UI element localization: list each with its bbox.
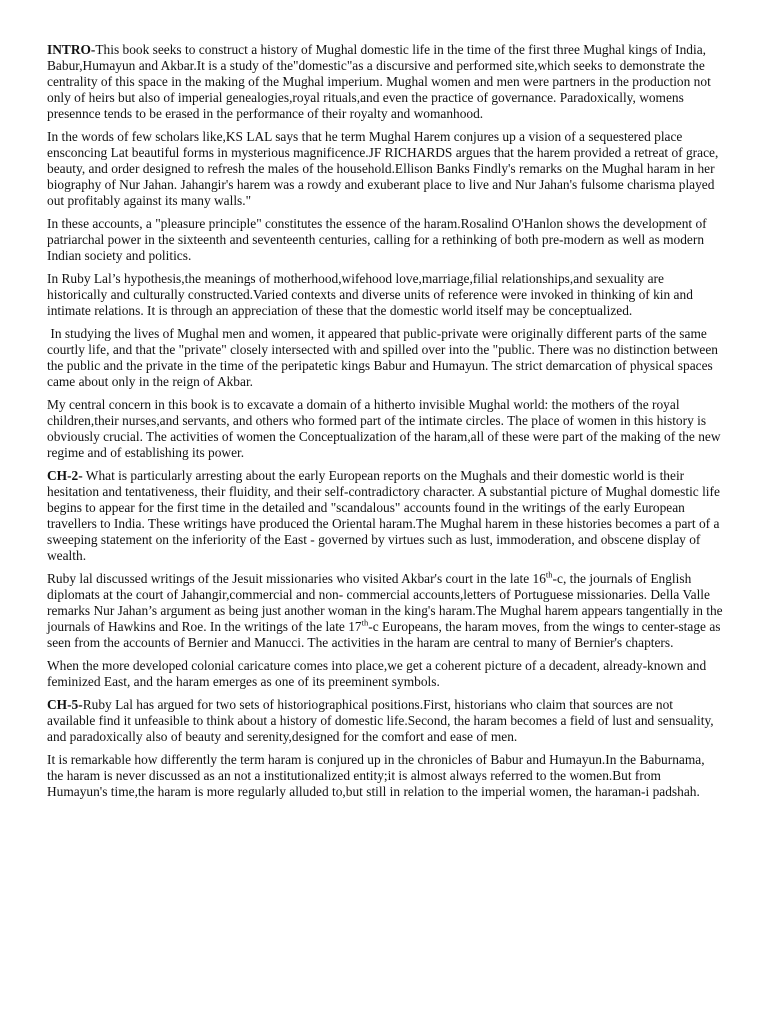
paragraph-text: What is particularly arresting about the early European reports on the Mughals and their domestic world is their hesitation and tentativeness, their fluidity, and their self-contradictory character. A substantial picture of Mughal domestic life begins to appear for the first time in the detailed and "scandalous" accounts found in the writings of the early European travellers to India. These writings have produced the Oriental haram.The Mughal harem in these histories becomes a part of a sweeping statement on the inferiority of the East - governed by virtues such as lust, immoderation, and obscene display of wealth. xyxy=(47,468,724,563)
paragraph-text: -c Europeans, the haram moves, from the wings to center-stage as seen from the accounts of Bernier and Manucci. The activities in the haram are central to many of Bernier's chapters. xyxy=(47,618,724,650)
paragraph-intro xyxy=(47,42,723,122)
paragraph-text: In studying the lives of Mughal men and women, it appeared that public-private were originally different parts of the same courtly life, and that the "private" closely intersected with and spilled over into the "public. There was no distinction between the public and the private in the time of the peripatetic kings Babur and Humayun. The strict demarcation of physical spaces came about only in the reign of Akbar. xyxy=(47,326,722,389)
paragraph-scholars xyxy=(47,129,723,209)
paragraph-text: My central concern in this book is to excavate a domain of a hitherto invisible Mughal world: the mothers of the royal children,their nurses,and servants, and others who formed part of the intimate circles. The place of women in this history is obviously crucial. The activities of women the Conceptualization of the haram,all of these were part of the making of the new regime and of establishing its power. xyxy=(47,397,724,460)
paragraph-text: This book seeks to construct a history of Mughal domestic life in the time of the first three Mughal kings of India, Babur,Humayun and Akbar.It is a study of the"domestic"as a discursive and performed site,which seeks to demonstrate the centrality of this space in the making of the Mughal imperium. Mughal women and men were partners in the production not only of heirs but also of imperial genealogies,royal rituals,and even the practice of governance. Paradoxically, womens presennce tends to be erased in the performance of their royalty and womanhood. xyxy=(47,42,715,121)
intro-heading: INTRO- xyxy=(47,42,96,57)
paragraph-text: In these accounts, a "pleasure principle" constitutes the essence of the haram.Rosalind O'Hanlon shows the development of patriarchal power in the sixteenth and seventeenth centuries, calling for a rethinking of both pre-modern as well as modern Indian society and politics. xyxy=(47,215,710,263)
paragraph-text: Ruby lal discussed writings of the Jesuit missionaries who visited Akbar's court in the late 16 xyxy=(47,570,546,586)
paragraph-central-concern xyxy=(47,397,723,461)
paragraph-colonial-caricature xyxy=(47,658,723,690)
paragraph-text: It is remarkable how differently the term haram is conjured up in the chronicles of Babur and Humayun.In the Baburnama, the haram is never discussed as an not a institutionalized entity;it is almost always referred to the women.But from Humayun's time,the haram is more regularly alluded to,but still in relation to the imperial women, the haraman-i padshah. xyxy=(47,752,708,799)
paragraph-pleasure-principle xyxy=(47,216,723,264)
paragraph-baburnama xyxy=(47,752,723,800)
ch2-heading: CH-2- xyxy=(47,468,83,484)
paragraph-text: When the more developed colonial caricature comes into place,we get a coherent picture of a decadent, already-known and feminized East, and the haram emerges as one of its preeminent symbols. xyxy=(47,657,710,689)
paragraph-text: Ruby Lal has argued for two sets of historiographical positions.First, historians who claim that sources are not available find it unfeasible to think about a history of domestic life.Second, the haram becomes a field of lust and sensuality, and paradoxically also of beauty and serenity,designed for the comfort and ease of men. xyxy=(47,697,717,744)
paragraph-text: In the words of few scholars like,KS LAL says that he term Mughal Harem conjures up a vision of a sequestered place ensconcing Lat beautiful forms in mysterious magnificence.JF RICHARDS argues that the harem provided a retreat of grace, beauty, and order designed to refresh the males of the household.Ellison Banks Findly's remarks on the Mughal haram in her biography of Nur Jahan. Jahangir's harem was a rowdy and exuberant place to live and Nur Jahan's fulsome charisma played out profitably against its many walls." xyxy=(47,128,722,208)
ordinal-superscript: th xyxy=(545,569,553,580)
paragraph-ch5 xyxy=(47,697,723,745)
paragraph-ch2 xyxy=(47,468,723,563)
ch5-heading: CH-5- xyxy=(47,697,83,713)
paragraph-text: -c, the journals of English diplomats at the court of Jahangir,commercial and non- commercial accounts,letters of Portuguese missionaries. Della Valle remarks Nur Jahan’s argument as being just another woman in the king's haram.The Mughal harem appears tangentially in the journals of Hawkins and Roe. In the writings of the late 17 xyxy=(47,570,726,634)
paragraph-text: In Ruby Lal’s hypothesis,the meanings of motherhood,wifehood love,marriage,filial relationships,and sexuality are historically and culturally constructed.Varied contexts and diverse units of reference were invoked in thinking of kin and intimate relations. It is through an appreciation of these that the domestic world itself may be conceptualized. xyxy=(47,270,697,318)
ordinal-superscript: th xyxy=(361,617,369,628)
document-page xyxy=(47,42,726,807)
paragraph-jesuit-writings xyxy=(47,569,726,651)
paragraph-ruby-lal-hypothesis xyxy=(47,271,723,319)
paragraph-public-private xyxy=(47,326,723,390)
